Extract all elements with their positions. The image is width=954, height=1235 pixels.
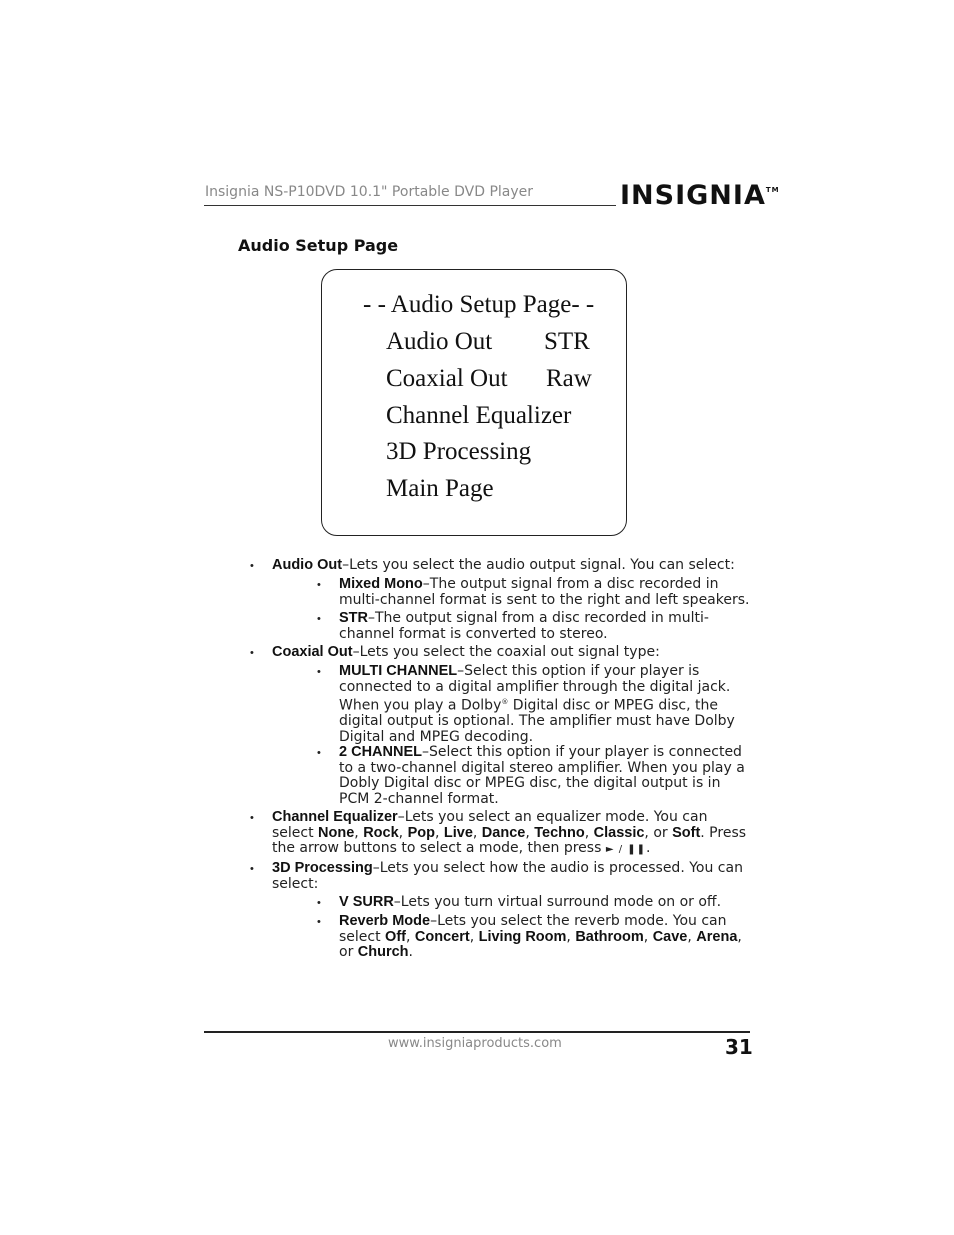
bullet: • (317, 579, 321, 591)
list-item-channel-equalizer: Channel Equalizer–Lets you select an equalizer mode. You can select None, Rock, Pop, Live, Dance, Techno, Classic, or Soft. Press the arrow buttons to select a mode, then press ► / ❚❚. (272, 809, 747, 856)
bullet: • (317, 613, 321, 625)
osd-row-value: Raw (546, 365, 592, 392)
osd-row-channel-equalizer: Channel Equalizer (386, 402, 572, 429)
footer-rule (204, 1031, 750, 1033)
list-item-3d-processing: 3D Processing–Lets you select how the audio is processed. You can select: (272, 860, 743, 892)
list-item-audio-out: Audio Out–Lets you select the audio output signal. You can select: (272, 557, 735, 573)
page-number: 31 (725, 1035, 753, 1059)
bullet: • (250, 647, 254, 659)
bullet: • (317, 916, 321, 928)
osd-row-label: Coaxial Out (386, 365, 508, 392)
osd-row-label: Audio Out (386, 328, 493, 355)
insignia-logo (620, 180, 780, 211)
osd-title: - - Audio Setup Page- - (363, 291, 595, 318)
osd-row-main-page: Main Page (386, 475, 494, 502)
footer-url[interactable]: www.insigniaproducts.com (388, 1036, 562, 1051)
list-item-str: STR–The output signal from a disc recorded in multi-channel format is converted to stereo. (339, 610, 709, 642)
bullet: • (317, 666, 321, 678)
bullet: • (317, 747, 321, 759)
list-item-reverb-mode: Reverb Mode–Lets you select the reverb mode. You can select Off, Concert, Living Room, Bathroom, Cave, Arena, or Church. (339, 913, 742, 960)
list-item-2-channel: 2 CHANNEL–Select this option if your player is connected to a two-channel digital stereo amplifier. When you play a Dobly Digital disc or MPEG disc, the digital output is in PCM 2-channel format. (339, 744, 745, 807)
logo-tm: TM (765, 186, 780, 194)
osd-row-value: STR (544, 328, 590, 355)
header-rule (204, 205, 616, 206)
osd-row-coaxial-out (386, 365, 592, 393)
header-product-title: Insignia NS-P10DVD 10.1" Portable DVD Player (205, 184, 534, 200)
list-item-coaxial-out: Coaxial Out–Lets you select the coaxial out signal type: (272, 644, 660, 660)
list-item-multi-channel: MULTI CHANNEL–Select this option if your player is connected to a digital amplifier through the digital jack. When you play a Dolby® Digital disc or MPEG disc, the digital output is optional. The amplifier must have Dolby Digital and MPEG decoding. (339, 663, 735, 745)
bullet: • (250, 812, 254, 824)
section-title: Audio Setup Page (238, 236, 399, 255)
audio-setup-osd-screen (321, 269, 627, 536)
play-pause-icon: ► / ❚❚ (605, 844, 647, 855)
list-item-v-surr: V SURR–Lets you turn virtual surround mode on or off. (339, 894, 722, 910)
bullet: • (317, 897, 321, 909)
logo-text: INSIGNIA (620, 180, 766, 211)
osd-row-3d-processing: 3D Processing (386, 438, 532, 465)
list-item-mixed-mono: Mixed Mono–The output signal from a disc recorded in multi-channel format is sent to the right and left speakers. (339, 576, 750, 608)
osd-row-audio-out (386, 328, 590, 356)
bullet: • (250, 863, 254, 875)
bullet: • (250, 560, 254, 572)
